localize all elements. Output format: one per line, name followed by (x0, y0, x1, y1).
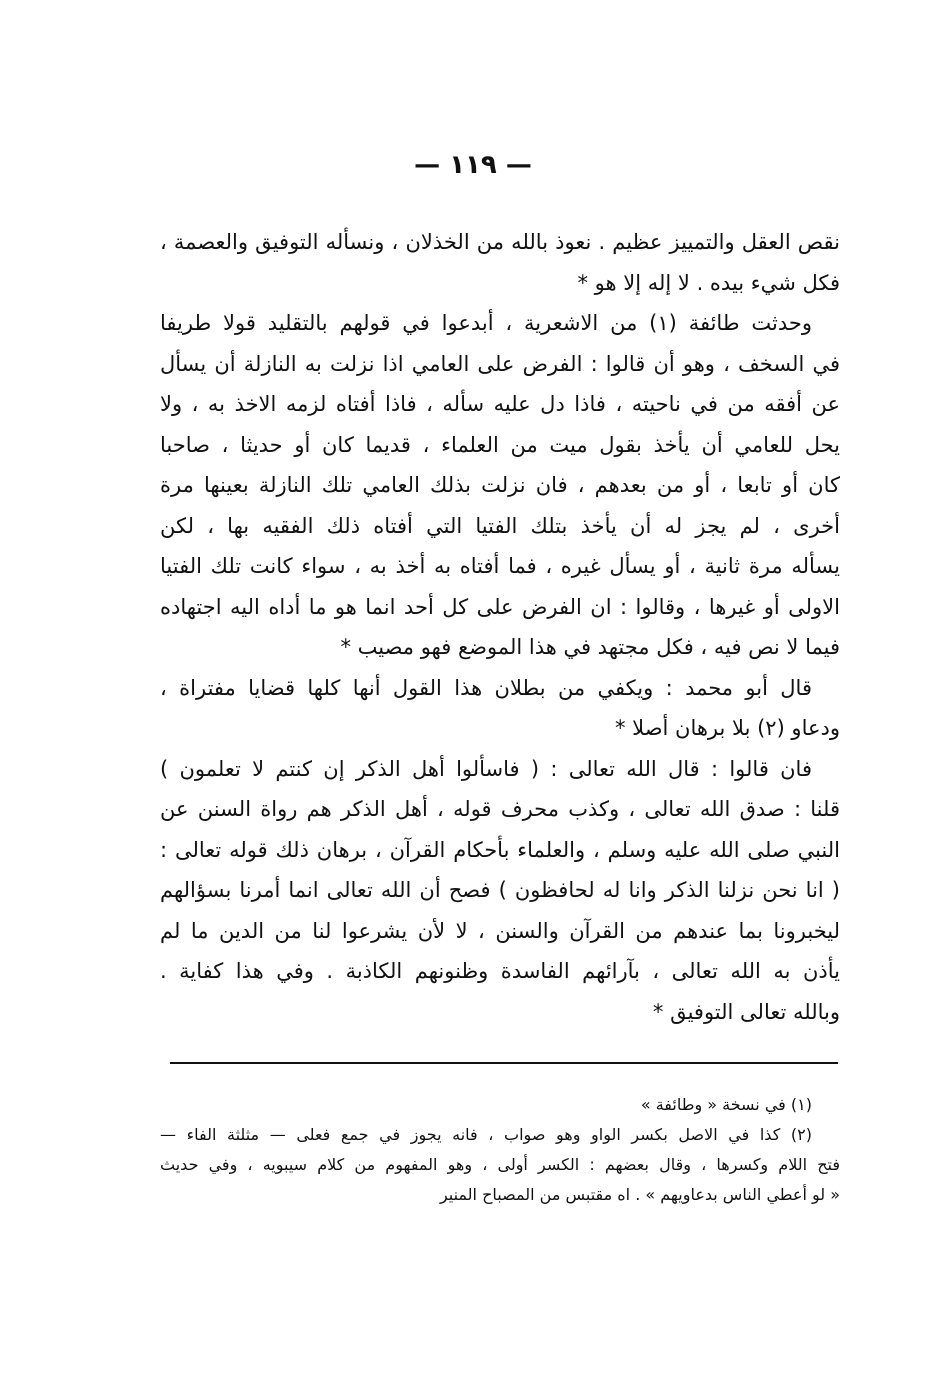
text-line: الاولى أو غيرها ، وقالوا : ان الفرض على كل أحد انما هو ما أداه اليه اجتهاده (160, 594, 840, 619)
text-line: وحدثت طائفة (١) من الاشعرية ، أبدعوا في قولهم بالتقليد قولا طريفا (160, 311, 813, 335)
text-line: فيما لا نص فيه ، فكل مجتهد في هذا الموضع فهو مصيب * (340, 635, 840, 659)
footnote-line: (٢) كذا في الاصل بكسر الواو وهو صواب ، فانه يجوز في جمع فعلى — مثلثة الفاء — (160, 1125, 812, 1144)
text-line: عن أفقه من في ناحيته ، فاذا دل عليه سأله ، فاذا أفتاه لزمه الاخذ به ، ولا (160, 392, 840, 416)
text-line: وبالله تعالى التوفيق * (652, 999, 840, 1024)
text-line: يحل للعامي أن يأخذ بقول ميت من العلماء ، قديما كان أو حديثا ، صاحبا (160, 432, 840, 457)
text-line: أخرى ، لم يجز له أن يأخذ بتلك الفتيا التي أفتاه ذلك الفقيه بها ، لكن (160, 513, 840, 538)
text-line: ( انا نحن نزلنا الذكر وانا له لحافظون ) فصح أن الله تعالى انما أمرنا بسؤالهم (160, 878, 840, 902)
text-line: في السخف ، وهو أن قالوا : الفرض على العامي اذا نزلت به النازلة أن يسأل (160, 351, 840, 376)
text-line: قلنا : صدق الله تعالى ، وكذب محرف قوله ، أهل الذكر هم رواة السنن عن (160, 797, 840, 821)
text-line: ودعاو (٢) بلا برهان أصلا * (614, 716, 840, 740)
text-line: نقص العقل والتمييز عظيم . نعوذ بالله من الخذلان ، ونسأله التوفيق والعصمة ، (160, 230, 840, 254)
text-line: فان قالوا : قال الله تعالى : ( فاسألوا أهل الذكر إن كنتم لا تعلمون ) (160, 756, 812, 781)
footnote-line: فتح اللام وكسرها ، وقال بعضهم : الكسر أولى ، وهو المفهوم من كلام سيبويه ، وفي حديث (160, 1155, 840, 1174)
footnote-line: « لو أعطي الناس بدعاويهم » . اه مقتبس من المصباح المنير (439, 1185, 840, 1204)
text-line: ليخبرونا بما عندهم من القرآن والسنن ، لا لأن يشرعوا لنا من الدين ما لم (160, 918, 840, 943)
text-line: النبي صلى الله عليه وسلم ، والعلماء بأحكام القرآن ، برهان ذلك قوله تعالى : (160, 837, 840, 862)
footnotes (160, 1090, 840, 1210)
footnote-line: (١) في نسخة « وطائفة » (640, 1095, 812, 1114)
page-number: — ١١٩ — (414, 150, 532, 180)
footnote-divider (170, 1062, 838, 1064)
text-line: يسأله مرة ثانية ، أو يسأل غيره ، فما أفتاه به أخذ به ، سواء كانت تلك الفتيا (160, 554, 840, 578)
text-line: يأذن به الله تعالى ، بآرائهم الفاسدة وظنونهم الكاذبة . وفي هذا كفاية . (160, 959, 840, 983)
text-line: قال أبو محمد : ويكفي من بطلان هذا القول أنها كلها قضايا مفتراة ، (160, 675, 812, 700)
text-line: فكل شيء بيده . لا إله إلا هو * (577, 270, 840, 295)
body-text (160, 222, 840, 1032)
text-line: كان أو تابعا ، أو من بعدهم ، فان نزلت بذلك العامي تلك النازلة بعينها مرة (160, 473, 840, 497)
